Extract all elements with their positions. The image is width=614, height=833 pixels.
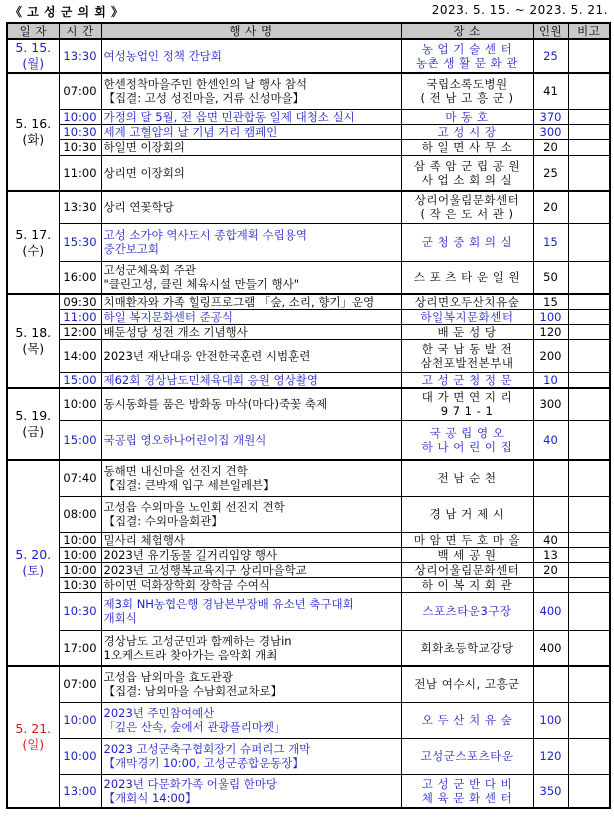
event-cell [101,630,401,666]
note-cell [568,139,610,155]
table-row [7,109,610,124]
place-line: 고 성 군 청 정 문 [421,373,513,387]
event-line: 경상남도 고성군민과 함께하는 경남in [103,633,292,648]
time-cell: 16:00 [59,261,101,294]
event-line: 1오케스트라 찾아가는 음악회 개최 [103,647,278,662]
time-cell: 07:00 [59,666,101,702]
schedule-period: 2023. 5. 15. ~ 2023. 5. 21. [431,3,608,17]
time-cell: 15:00 [59,373,101,389]
date-cell [7,294,59,388]
place-cell [401,547,533,562]
place-cell [401,420,533,460]
table-row [7,191,610,223]
event-line: 가정의 달 5월, 전 읍면 민관합동 일제 대청소 실시 [103,109,355,124]
table-header-row [7,23,610,39]
place-line: 하 이 복 지 회 관 [421,577,513,592]
note-cell [568,562,610,577]
attendee-count: 350 [533,774,568,808]
note-cell [568,39,610,73]
event-cell [101,577,401,592]
event-cell [101,460,401,496]
place-cell [401,577,533,592]
attendee-count: 200 [533,340,568,373]
table-row [7,460,610,496]
time-cell: 10:30 [59,577,101,592]
event-line: 하이면 덕화장학회 장학금 수여식 [103,577,270,592]
note-cell [568,592,610,630]
place-cell [401,191,533,223]
event-line: 고성군체육회 주관 [103,263,197,278]
event-cell [101,109,401,124]
attendee-count: 10 [533,373,568,389]
document-title: 《 고 성 군 의 회 》 [10,5,124,19]
attendee-count: 120 [533,325,568,340]
note-cell [568,294,610,310]
event-cell [101,373,401,389]
time-cell: 13:00 [59,774,101,808]
place-cell [401,388,533,420]
column-header-count: 인원 [533,23,568,39]
column-header-note: 비고 [568,23,610,39]
place-line: 상리어울림문화센터 [414,562,520,577]
time-cell: 10:00 [59,109,101,124]
date-cell [7,666,59,808]
note-cell [568,223,610,261]
event-line: 【집결: 고성 성진마을, 거류 신성마을】 [103,91,305,106]
time-cell: 10:30 [59,139,101,155]
place-line: 전남 여수시, 고흥군 [414,677,520,692]
weekday-label: (목) [22,341,45,356]
place-line: 체 육 문 화 센 터 [421,790,513,805]
table-row [7,155,610,191]
date-cell [7,191,59,294]
place-cell [401,109,533,124]
table-row [7,420,610,460]
place-line: 한 국 남 동 발 전 [421,342,513,356]
event-cell [101,39,401,73]
place-cell [401,139,533,155]
table-row [7,340,610,373]
event-cell [101,261,401,294]
note-cell [568,738,610,774]
event-cell [101,155,401,191]
weekday-label: (토) [22,563,45,578]
place-line: 고 성 군 반 다 비 [421,776,513,791]
note-cell [568,124,610,139]
attendee-count: 300 [533,124,568,139]
place-line: 마 암 면 두 호 마 을 [413,532,521,547]
place-cell [401,702,533,738]
place-cell [401,310,533,325]
date-cell [7,39,59,73]
table-row [7,223,610,261]
schedule-table [6,22,611,809]
note-cell [568,340,610,373]
attendee-count: 41 [533,73,568,109]
date-label: 5. 17. [15,226,52,242]
event-line: 고성읍 남외마을 효도관광 [103,670,234,685]
event-cell [101,547,401,562]
time-cell: 10:00 [59,738,101,774]
note-cell [568,373,610,389]
table-row [7,496,610,532]
place-line: 삼 족 암 군 립 공 원 [413,158,521,173]
place-cell [401,340,533,373]
table-row [7,73,610,109]
event-cell [101,702,401,738]
place-cell [401,774,533,808]
attendee-count: 13 [533,547,568,562]
event-line: 【집결: 수외마을회관】 [103,514,223,528]
weekday-label: (일) [22,737,45,752]
place-cell [401,738,533,774]
weekday-label: (금) [22,424,45,439]
event-line: 【개막경기 10:00, 고성군종합운동장】 [103,756,304,770]
event-line: 치매환자와 가족 힐링프로그램 「숲, 소리, 향기」운영 [103,295,375,309]
event-line: 동해면 내신마을 선진지 견학 [103,464,248,479]
event-cell [101,325,401,340]
place-line: 스포츠타운3구장 [422,604,512,618]
time-cell: 13:30 [59,39,101,73]
event-line: 제3회 NH농협은행 경남본부장배 유소년 축구대회 [103,597,354,611]
place-line: 군 청 중 회 의 실 [421,235,513,249]
note-cell [568,261,610,294]
event-cell [101,223,401,261]
event-line: 중간보고회 [103,242,160,256]
table-row [7,294,610,310]
document-header [10,2,608,20]
note-cell [568,325,610,340]
event-line: 밀사리 체험행사 [103,532,185,547]
time-cell: 10:00 [59,388,101,420]
note-cell [568,460,610,496]
place-line: ( 전 남 고 흥 군 ) [420,91,514,106]
event-line: 상리면 이장회의 [103,165,185,180]
date-label: 5. 18. [15,325,52,340]
place-line: 경 남 거 제 시 [429,507,505,521]
attendee-count: 100 [533,310,568,325]
table-row [7,774,610,808]
date-cell [7,388,59,460]
event-line: 2023년 다문화가족 어울림 한마당 [103,776,278,791]
event-line: 하일 복지문화센터 준공식 [103,310,234,324]
event-cell [101,124,401,139]
time-cell: 13:30 [59,191,101,223]
event-cell [101,496,401,532]
event-cell [101,191,401,223]
time-cell: 14:00 [59,340,101,373]
place-cell [401,294,533,310]
place-cell [401,666,533,702]
place-line: 마 동 호 [445,109,489,124]
time-cell: 17:00 [59,630,101,666]
attendee-count: 300 [533,388,568,420]
event-cell [101,666,401,702]
place-cell [401,562,533,577]
table-row [7,738,610,774]
attendee-count: 40 [533,532,568,547]
event-line: 세계 고혈압의 날 기념 거리 캠페인 [103,124,278,139]
weekday-label: (월) [22,56,45,71]
attendee-count: 25 [533,155,568,191]
attendee-count [533,577,568,592]
event-cell [101,592,401,630]
place-line: 백 세 공 원 [437,547,497,562]
table-row [7,666,610,702]
table-row [7,139,610,155]
place-line: 상리어울림문화센터 [414,193,520,208]
time-cell: 08:00 [59,496,101,532]
attendee-count: 25 [533,39,568,73]
weekday-label: (수) [22,242,45,258]
table-row [7,562,610,577]
note-cell [568,532,610,547]
place-line: 고성군스포츠타운 [420,749,514,763]
attendee-count: 40 [533,420,568,460]
event-line: 배둔성당 성전 개소 기념행사 [103,325,248,339]
table-row [7,124,610,139]
event-line: 하일면 이장회의 [103,140,185,154]
event-cell [101,562,401,577]
note-cell [568,310,610,325]
column-header-event: 행 사 명 [101,23,401,39]
table-row [7,310,610,325]
schedule-body [7,39,610,808]
event-cell [101,738,401,774]
time-cell: 12:00 [59,325,101,340]
event-cell [101,73,401,109]
place-line: 전 남 순 천 [437,471,497,486]
place-cell [401,460,533,496]
attendee-count [533,496,568,532]
date-cell [7,73,59,191]
place-line: 배 둔 성 당 [437,325,497,339]
place-line: 사 업 소 회 의 실 [421,172,513,187]
place-cell [401,592,533,630]
note-cell [568,774,610,808]
attendee-count: 20 [533,562,568,577]
note-cell [568,630,610,666]
place-cell [401,496,533,532]
table-row [7,373,610,389]
place-line: 회화초등학교강당 [420,640,514,655]
attendee-count: 50 [533,261,568,294]
event-line: 2023년 재난대응 안전한국훈련 시범훈련 [103,349,311,363]
time-cell: 15:00 [59,420,101,460]
note-cell [568,577,610,592]
note-cell [568,420,610,460]
attendee-count: 15 [533,294,568,310]
note-cell [568,496,610,532]
note-cell [568,666,610,702]
note-cell [568,388,610,420]
weekday-label: (화) [22,132,45,147]
place-line: 국립소록도병원 [426,77,508,92]
event-cell [101,420,401,460]
place-line: 농 업 기 술 센 터 [421,42,513,56]
place-line: 하 나 어 린 이 집 [421,439,513,454]
attendee-count: 20 [533,139,568,155]
column-header-date: 일 자 [7,23,59,39]
date-label: 5. 19. [15,408,52,423]
place-line: 국 공 립 영 오 [429,425,505,440]
place-cell [401,223,533,261]
event-line: 여성농업인 정책 간담회 [103,49,222,63]
event-line: 【집결: 남외마을 수남회전교차로】 [103,684,283,699]
place-cell [401,39,533,73]
place-cell [401,73,533,109]
place-line: 오 두 산 치 유 숲 [421,713,513,727]
date-label: 5. 21. [15,721,52,736]
time-cell: 15:30 [59,223,101,261]
attendee-count [533,666,568,702]
table-row [7,261,610,294]
attendee-count: 120 [533,738,568,774]
event-cell [101,310,401,325]
place-line: 9 7 1 - 1 [440,404,494,419]
note-cell [568,547,610,562]
table-row [7,577,610,592]
event-cell [101,532,401,547]
note-cell [568,73,610,109]
column-header-time: 시 간 [59,23,101,39]
event-line: 【집결: 큰박재 입구 세븐일레븐】 [103,478,275,493]
place-line: 스 포 츠 타 운 일 원 [413,270,521,285]
event-line: 고성읍 수외마을 노인회 선진지 견학 [103,500,285,514]
place-cell [401,532,533,547]
event-cell [101,388,401,420]
event-line: 동시동화를 품은 방화동 마삭(마다)죽꽃 축제 [103,397,328,412]
note-cell [568,109,610,124]
attendee-count: 20 [533,191,568,223]
event-line: "클린고성, 클린 체육시설 만들기 행사" [103,277,299,292]
place-cell [401,155,533,191]
event-line: 2023년 주민참여예산 [103,706,215,720]
place-cell [401,373,533,389]
place-line: 하일복지문화센터 [420,310,514,324]
note-cell [568,155,610,191]
event-cell [101,139,401,155]
table-row [7,388,610,420]
date-label: 5. 20. [15,547,52,562]
note-cell [568,191,610,223]
event-line: 【개회식 14:00】 [103,790,197,805]
event-line: 2023년 유기동물 길거리입양 행사 [103,547,278,562]
attendee-count: 400 [533,630,568,666]
event-line: 2023 고성군축구협회장기 슈퍼리그 개막 [103,742,311,756]
time-cell: 07:00 [59,73,101,109]
attendee-count: 15 [533,223,568,261]
event-line: 고성 소가야 역사도시 종합계획 수립용역 [103,228,307,242]
date-label: 5. 15. [15,40,52,55]
time-cell: 09:30 [59,294,101,310]
table-row [7,547,610,562]
place-cell [401,261,533,294]
time-cell: 10:00 [59,547,101,562]
table-row [7,702,610,738]
table-row [7,532,610,547]
place-line: 상리면오두산치유숲 [414,295,520,309]
event-line: 한센정착마을주민 한센인의 날 행사 참석 [103,77,307,92]
time-cell: 07:40 [59,460,101,496]
time-cell: 10:30 [59,592,101,630]
table-row [7,325,610,340]
event-line: 「깊은 산속, 숲에서 관광플리마켓」 [103,720,286,734]
place-line: ( 작 은 도 서 관 ) [420,207,514,222]
time-cell: 10:30 [59,124,101,139]
event-cell [101,294,401,310]
place-cell [401,124,533,139]
time-cell: 11:00 [59,310,101,325]
event-line: 제62회 경상남도민체육대회 응원 영상촬영 [103,373,318,387]
date-cell [7,460,59,666]
attendee-count: 370 [533,109,568,124]
place-line: 고 성 시 장 [437,124,497,139]
time-cell: 10:00 [59,562,101,577]
column-header-place: 장 소 [401,23,533,39]
time-cell: 10:00 [59,702,101,738]
attendee-count: 100 [533,702,568,738]
table-row [7,39,610,73]
event-cell [101,774,401,808]
place-line: 농촌 생 활 문 화 관 [415,56,519,70]
table-row [7,592,610,630]
attendee-count [533,460,568,496]
event-cell [101,340,401,373]
event-line: 개회식 [103,611,137,625]
table-row [7,630,610,666]
time-cell: 11:00 [59,155,101,191]
note-cell [568,702,610,738]
event-line: 상리 연꽃학당 [103,200,174,215]
place-line: 삼천포발전본부내 [420,356,514,370]
place-cell [401,630,533,666]
event-line: 국공립 영오하나어린이집 개원식 [103,432,267,447]
time-cell: 10:00 [59,532,101,547]
attendee-count: 400 [533,592,568,630]
place-cell [401,325,533,340]
place-line: 하 일 면 사 무 소 [421,140,513,154]
event-line: 2023년 고성행복교육지구 상리마을학교 [103,562,307,577]
date-label: 5. 16. [15,116,52,131]
place-line: 대 가 면 연 지 리 [421,390,513,405]
